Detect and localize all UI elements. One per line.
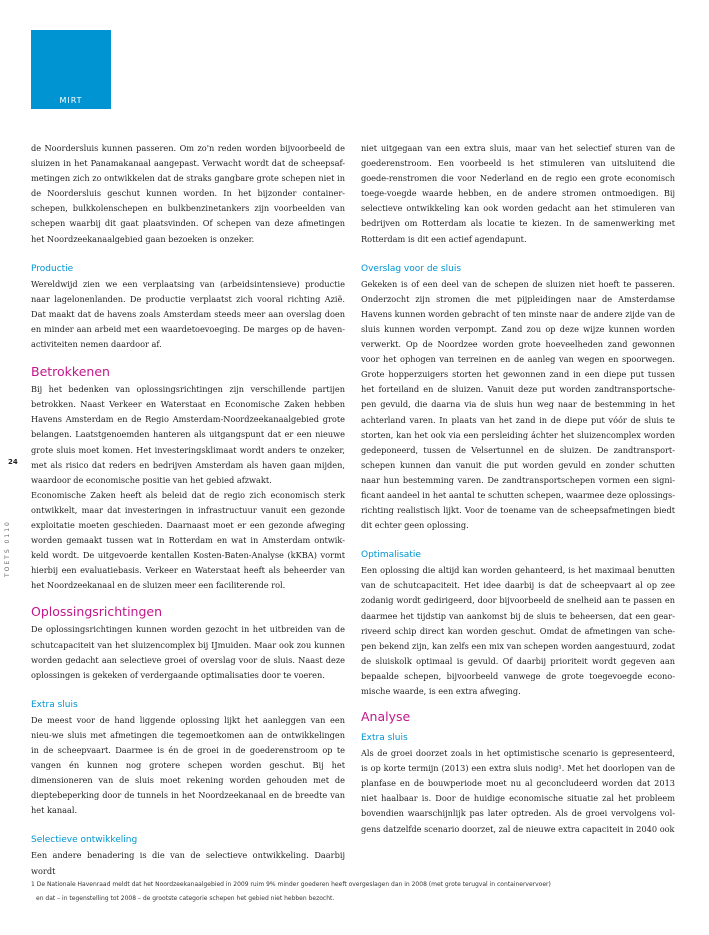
footnote-line: en dat – in tegenstelling tot 2008 – de grootste categorie schepen het gebied niet hebben bezocht.: [36, 895, 335, 902]
paragraph: Een oplossing die altijd kan worden gehanteerd, is het maximaal benutten van de schutcapaciteit. Het idee daarbij is dat de scheepvaart al op zee zodanig wordt gedirigeerd, door bijvoorbeeld de snelheid aan te passen en daarmee het tijdstip van aankomst bij de sluis te beheersen, dat een gear-riveerd schip direct kan worden geschut. Omdat de afmetingen van sche-pen bekend zijn, kan zelfs een mix van schepen worden aangestuurd, zodat de sluiskolk optimaal is gevuld. Of daarbij prioriteit wordt gegeven aan bepaalde schepen, bijvoorbeeld vanwege de grote toegevoegde econo-mische waarde, is een extra afweging.: [361, 565, 675, 696]
subheading-extra-sluis: Extra sluis: [361, 733, 408, 744]
section-heading-analyse: Analyse: [361, 709, 411, 725]
paragraph: Bij het bedenken van oplossingsrichtingen zijn verschillende partijen betrokken. Naast Verkeer en Waterstaat en Economische Zaken hebben Havens Amsterdam en de Regio Amsterdam-Noordzeekanaalgebied grote belangen. Laatstgenoemden hanteren als uitgangspunt dat er een nieuwe grote sluis moet komen. Het investeringsklimaat wordt anders te onzeker, met als risico dat reders en bedrijven Amsterdam als haven gaan mijden, waardoor de economische positie van het gebied afzwakt.: [31, 384, 345, 485]
paragraph: De oplossingsrichtingen kunnen worden gezocht in het uitbreiden van de schutcapaciteit van het sluizencomplex bij IJmuiden. Maar ook zou kunnen worden gedacht aan selectieve groei of overslag voor de sluis. Naast deze oplossingen is gekeken of verdergaande optimalisaties door te voeren.: [31, 624, 345, 680]
subheading-selectieve-ontwikkeling: Selectieve ontwikkeling: [31, 835, 138, 846]
paragraph: de Noordersluis kunnen passeren. Om zo'n reden worden bijvoorbeeld de sluizen in het Panamakanaal aangepast. Verwacht wordt dat de scheepsaf-metingen zich zo ontwikkelen dat de straks gangbare grote schepen niet in de Noordersluis geschut kunnen worden. In het bijzonder container-schepen, bulkkolenschepen en bulkbenzinetankers zijn voorbeelden van schepen waarbij dit gaat plaatsvinden. Of schepen van deze afmetingen het Noordzeekanaalgebied gaan bezoeken is onzeker.: [31, 143, 345, 244]
side-label: TOETS 0110: [4, 520, 11, 577]
page-number: 24: [8, 458, 18, 466]
paragraph: Wereldwijd zien we een verplaatsing van (arbeidsintensieve) productie naar lagelonenlanden. De productie verplaatst zich vooral richting Azië. Dat maakt dat de havens zoals Amsterdam steeds meer aan overslag doen en minder aan arbeid met een waardetoevoeging. De marges op de haven-activiteiten nemen daardoor af.: [31, 278, 345, 350]
header-label: MIRT: [59, 96, 83, 105]
paragraph: Economische Zaken heeft als beleid dat de regio zich economisch sterk ontwikkelt, maar dat investeringen in infrastructuur vanuit een gezonde exploitatie moeten geschieden. Daarnaast moet er een gezonde afweging worden gemaakt tussen wat in Rotterdam en wat in Amsterdam ontwik-keld wordt. De uitgevoerde kentallen Kosten-Baten-Analyse (kKBA) vormt hierbij een evaluatiebasis. Verkeer en Waterstaat heeft als beheerder van het Noordzeekanaal en de sluizen meer een faciliterende rol.: [31, 489, 345, 591]
subheading-optimalisatie: Optimalisatie: [361, 550, 421, 561]
right-column: [361, 141, 675, 837]
paragraph: Een andere benadering is die van de selectieve ontwikkeling. Daarbij wordt: [31, 850, 345, 876]
left-column: [31, 141, 345, 879]
paragraph: De meest voor de hand liggende oplossing lijkt het aanleggen van een nieu-we sluis met afmetingen die tegemoetkomen aan de ontwikkelingen in de scheepvaart. Daarmee is én de groei in de goederenstroom op te vangen én kunnen nog grotere schepen worden geschut. Bij het dimensioneren van de sluis moet rekening worden gehouden met de dieptebeperking door de tunnels in het Noordzeekanaal en de breedte van het kanaal.: [31, 714, 345, 816]
paragraph: niet uitgegaan van een extra sluis, maar van het selectief sturen van de goederenstroom. Een voorbeeld is het stimuleren van uitsluitend die goede-renstromen die voor Nederland en de regio een grote economisch toege-voegde waarde hebben, en de andere stromen ontmoedigen. Bij selectieve ontwikkeling kan ook worden gedacht aan het stimuleren van bedrijven om Rotterdam als locatie te kiezen. In de samenwerking met Rotterdam is dit een actief agendapunt.: [361, 143, 675, 244]
subheading-productie: Productie: [31, 263, 74, 274]
footnotes: [31, 878, 691, 906]
subheading-extra-sluis: Extra sluis: [31, 699, 78, 710]
section-heading-oplossingsrichtingen: Oplossingsrichtingen: [31, 604, 163, 620]
footnote-line: 1 De Nationale Havenraad meldt dat het Noordzeekanaalgebied in 2009 ruim 9% minder goederen heeft overgeslagen dan in 2008 (met grote terugval in containervervoer): [31, 881, 551, 888]
section-heading-betrokkenen: Betrokkenen: [31, 364, 110, 380]
subheading-overslag: Overslag voor de sluis: [361, 263, 462, 274]
paragraph: Als de groei doorzet zoals in het optimistische scenario is gepresenteerd, is op korte termijn (2013) een extra sluis nodig¹. Met het doorlopen van de planfase en de bouwperiode moet nu al geconcludeerd worden dat 2013 niet haalbaar is. Door de huidige economische situatie zal het probleem bovendien waarschijnlijk pas later optreden. Als de groei vervolgens vol-gens datzelfde scenario doorzet, zal de nieuwe extra capaciteit in 2040 ook: [361, 748, 675, 834]
paragraph: Gekeken is of een deel van de schepen de sluizen niet hoeft te passeren. Onderzocht zijn stromen die met pijpleidingen naar de Amsterdamse Havens kunnen worden gebracht of ten minste naar de andere zijde van de sluis kunnen worden verpompt. Zand zou op deze wijze kunnen worden verwerkt. Op de Noordzee worden grote hoeveelheden zand gewonnen voor het ophogen van terreinen en de aanleg van wegen en spoorwegen. Grote hopperzuigers storten het gewonnen zand in een diepe put tussen het forteiland en de sluizen. Vanuit deze put worden zandtransportsche-pen gevuld, die daarna via de sluis hun weg naar de bestemming in het achterland varen. In plaats van het zand in de diepe put vóór de sluis te storten, kan het ook via een persleiding áchter het sluizencomplex worden gedeponeerd, tussen de Velsertunnel en de sluizen. De zandtransport-schepen kunnen dan vanuit die put worden gevuld en zonder schutten naar hun bestemming varen. De zandtransportschepen vormen een signi-ficant aandeel in het aantal te schutten schepen, waarmee deze oplossings-richting realistisch lijkt. Voor de toename van de scheepsafmetingen biedt dit echter geen oplossing.: [361, 278, 675, 531]
